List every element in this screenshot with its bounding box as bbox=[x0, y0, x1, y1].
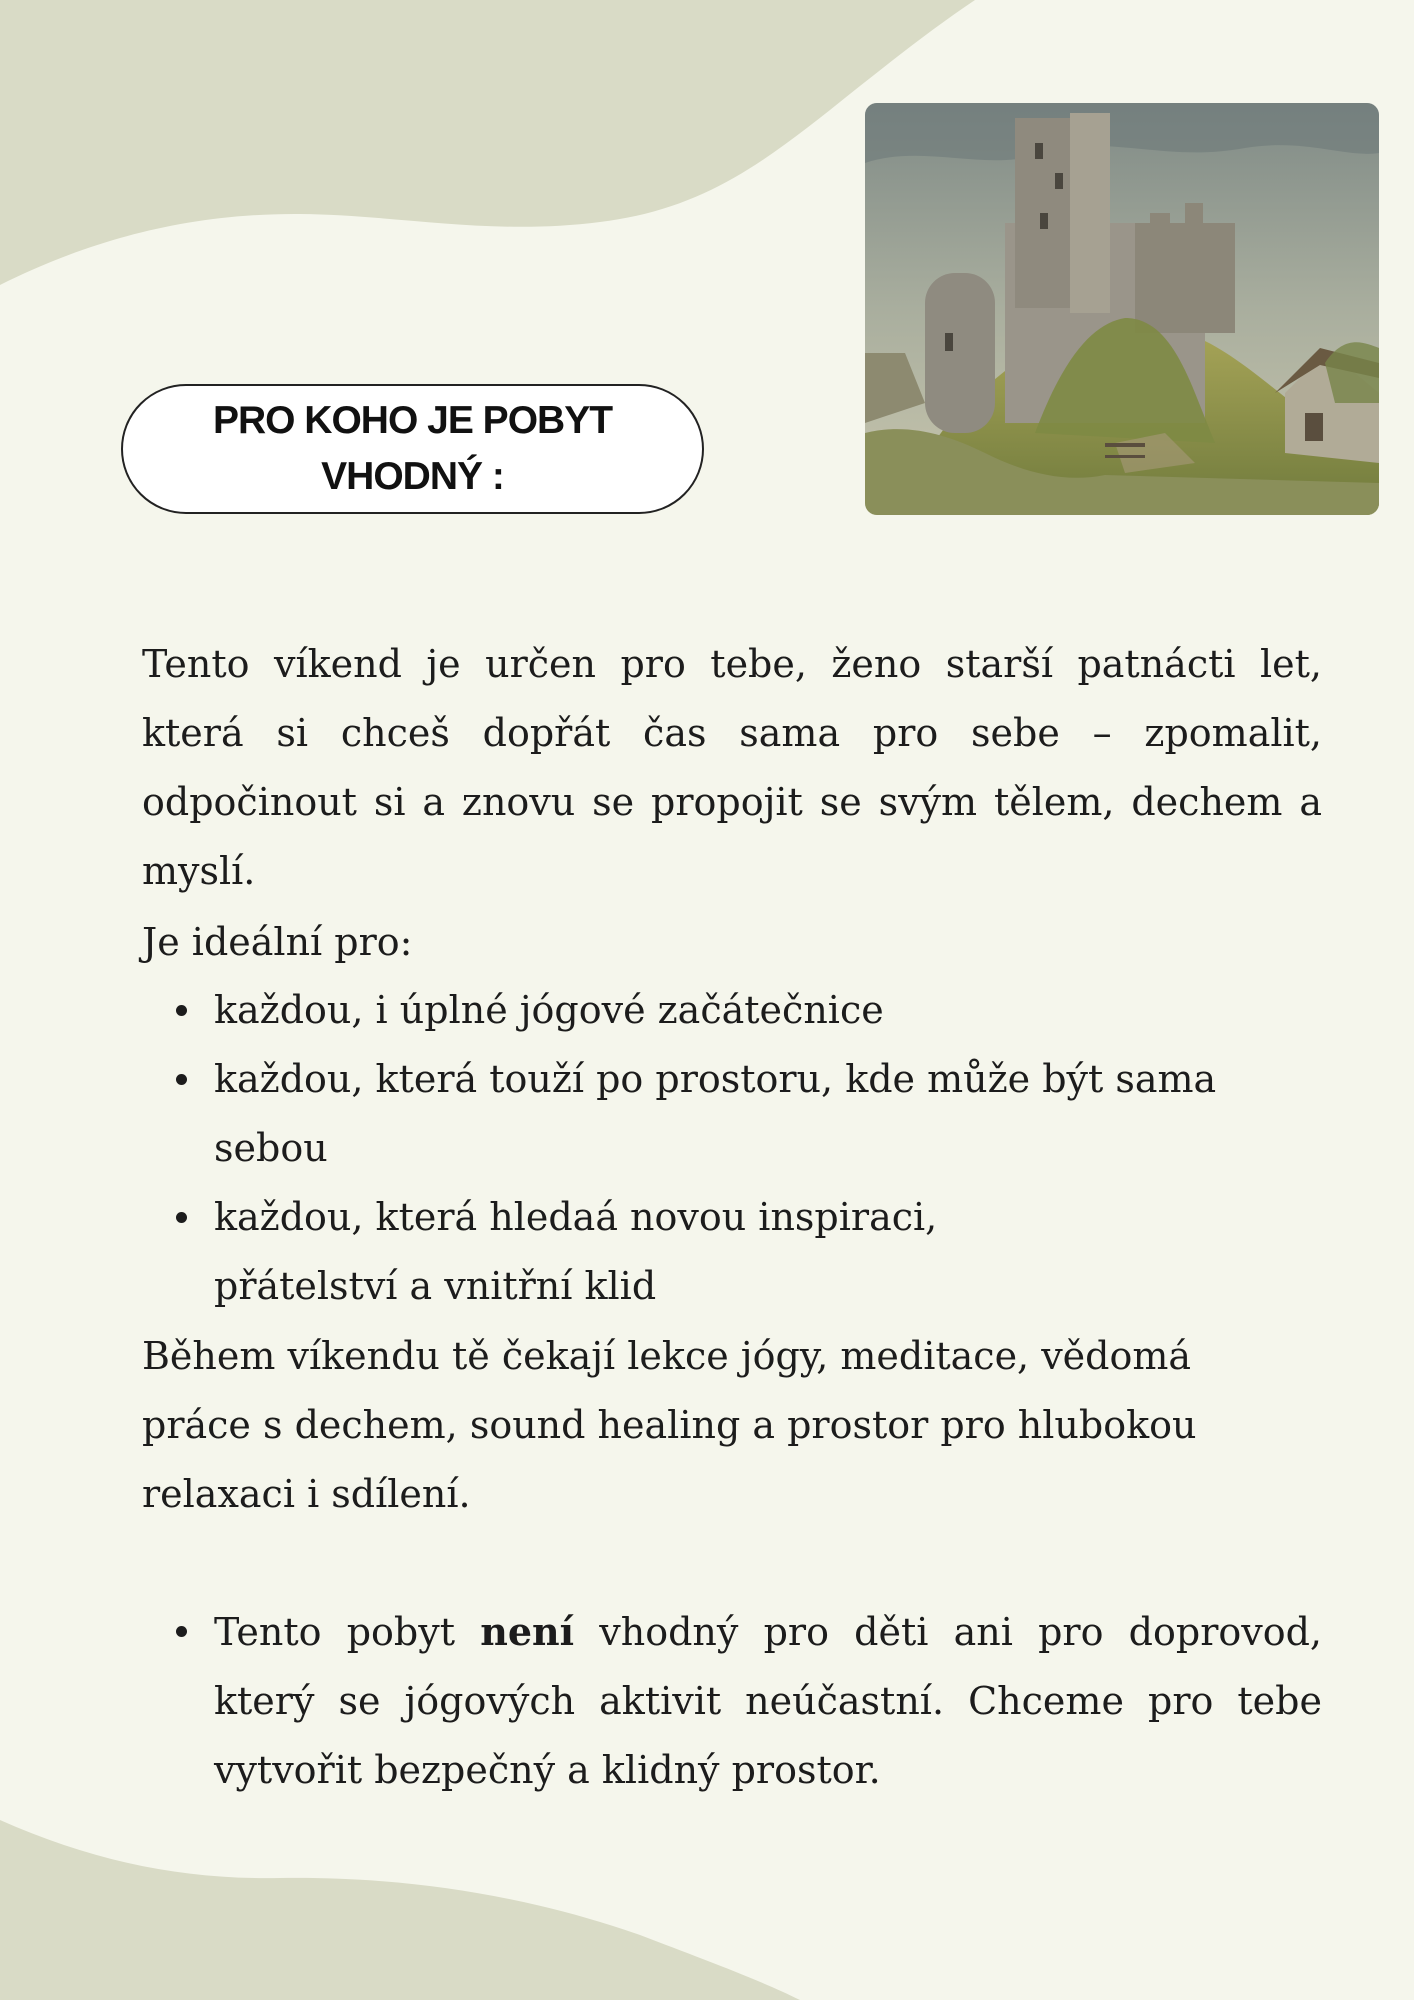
note-emphasis: není bbox=[480, 1609, 575, 1654]
bullet-icon bbox=[176, 1626, 187, 1637]
castle-image bbox=[865, 103, 1379, 515]
list-item-text: každou, která hledaá novou inspiraci, přátelství a vnitřní klid bbox=[214, 1195, 938, 1308]
bullet-icon bbox=[176, 1074, 187, 1085]
note-text-after: vhodný pro děti ani pro doprovod, který se jógových aktivit neúčastní. Chceme pro tebe vytvořit bezpečný a klidný prostor. bbox=[214, 1610, 1323, 1792]
note-text-before: Tento pobyt bbox=[214, 1610, 481, 1654]
list-item bbox=[142, 976, 1322, 1045]
page-title bbox=[121, 384, 704, 514]
ideal-for-heading: Je ideální pro: bbox=[142, 920, 413, 964]
list-item bbox=[142, 1183, 1094, 1321]
list-item-text: každou, která touží po prostoru, kde může být sama sebou bbox=[214, 1057, 1217, 1170]
note-list bbox=[142, 1597, 1322, 1805]
bullet-icon bbox=[176, 1005, 187, 1016]
list-item bbox=[142, 1597, 1322, 1805]
list-item-text: každou, i úplné jógové začátečnice bbox=[214, 988, 884, 1032]
bullet-icon bbox=[176, 1212, 187, 1223]
page-title-text: PRO KOHO JE POBYT VHODNÝ : bbox=[212, 399, 613, 498]
intro-paragraph: Tento víkend je určen pro tebe, ženo starší patnácti let, která si chceš dopřát čas sama pro sebe – zpomalit, odpočinout si a znovu se propojit se svým tělem, dechem a myslí. bbox=[142, 642, 1322, 893]
program-paragraph: Během víkendu tě čekají lekce jógy, meditace, vědomá práce s dechem, sound healing a prostor pro hlubokou relaxaci i sdílení. bbox=[142, 1334, 1197, 1516]
list-item bbox=[142, 1045, 1322, 1183]
castle-illustration bbox=[865, 103, 1379, 515]
ideal-for-list bbox=[142, 976, 1322, 1321]
